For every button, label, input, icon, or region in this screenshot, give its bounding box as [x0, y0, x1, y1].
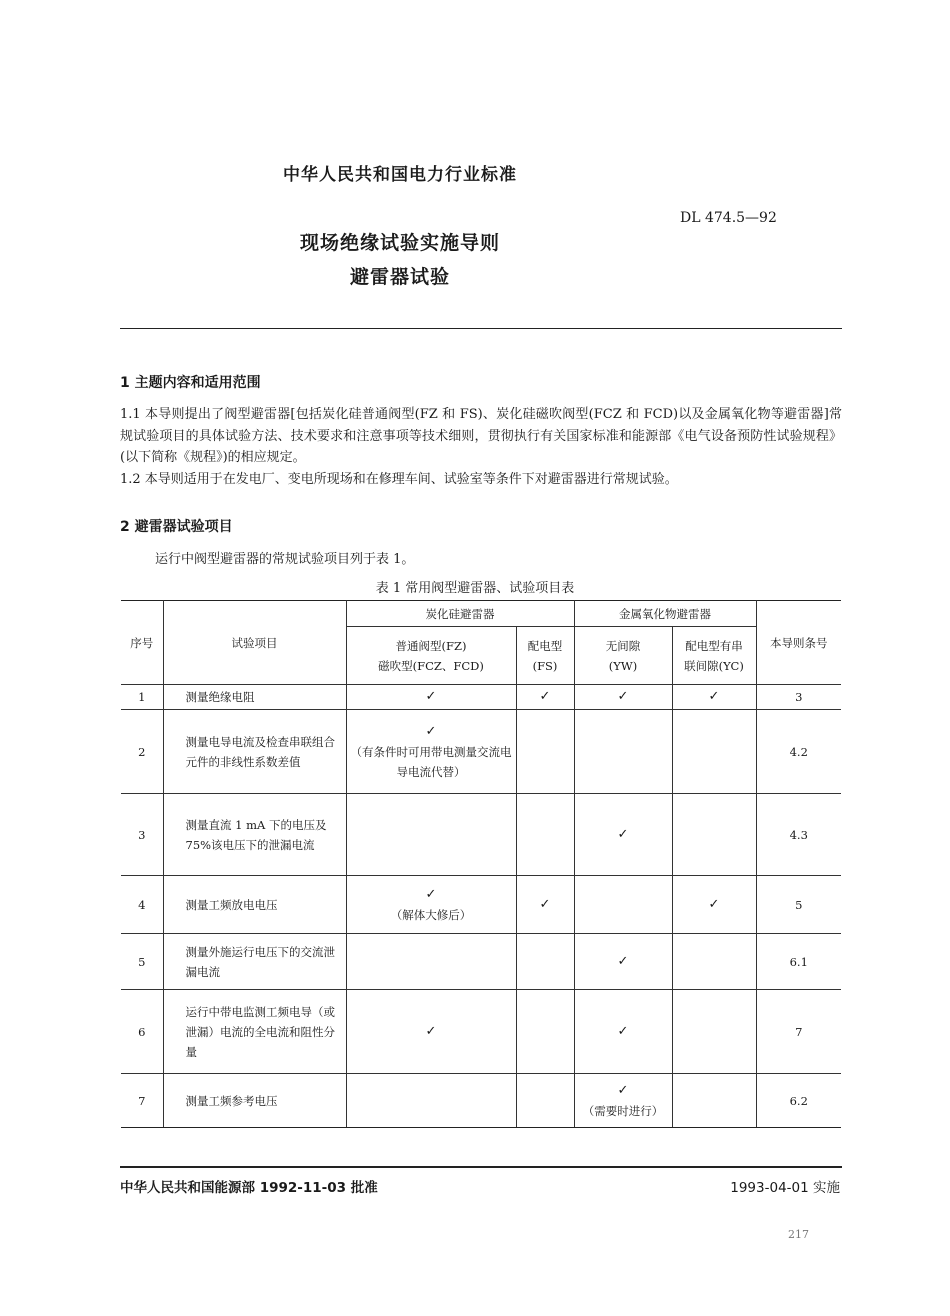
row-c1-note: （解体大修后） — [390, 907, 472, 922]
check-icon: ✓ — [672, 685, 756, 710]
paragraph-1-1: 1.1 本导则提出了阀型避雷器[包括炭化硅普通阀型(FZ 和 FS)、炭化硅磁吹阀型(FCZ 和 FCD)以及金属氧化物等避雷器]常规试验项目的具体试验方法、技术要求和注意事项等技术细则，贯彻执行有关国家标准和能源部《电气设备预防性试验规程》(以下简称《规程》)的相应规定。 — [120, 407, 842, 465]
paragraph-1-2: 1.2 本导则适用于在发电厂、变电所现场和在修理车间、试验室等条件下对避雷器进行常规试验。 — [120, 471, 678, 487]
row-c3 — [574, 876, 672, 934]
row-item: 测量直流 1 mA 下的电压及 75%该电压下的泄漏电流 — [163, 794, 346, 876]
row-c3 — [574, 710, 672, 794]
row-clause: 4.2 — [756, 710, 841, 794]
header-sic-dist-line2: (FS) — [532, 658, 558, 673]
check-icon — [672, 794, 756, 876]
row-c3-note: （需要时进行） — [582, 1103, 664, 1118]
row-item: 测量外施运行电压下的交流泄漏电流 — [163, 934, 346, 990]
row-c1 — [346, 794, 516, 876]
header-moa-gapless — [574, 627, 672, 685]
header-group-sic: 炭化硅避雷器 — [346, 601, 574, 627]
effective-date: 1993-04-01 实施 — [730, 1180, 840, 1196]
row-clause: 5 — [756, 876, 841, 934]
row-clause: 6.1 — [756, 934, 841, 990]
row-c3 — [574, 990, 672, 1074]
section-1-body — [120, 404, 842, 490]
header-group-moa: 金属氧化物避雷器 — [574, 601, 756, 627]
row-c1 — [346, 685, 516, 710]
header-rule — [120, 328, 842, 329]
standard-code: DL 474.5—92 — [680, 210, 777, 226]
row-no: 1 — [121, 685, 163, 710]
header-moa-gapless-line1: 无间隙 — [605, 638, 641, 653]
standard-title: 中华人民共和国电力行业标准 — [283, 165, 517, 185]
check-icon — [516, 794, 574, 876]
check-icon — [516, 990, 574, 1074]
row-item: 测量绝缘电阻 — [163, 685, 346, 710]
row-c1 — [346, 710, 516, 794]
header-moa-dist-line1: 配电型有串 — [685, 638, 743, 653]
header-item: 试验项目 — [163, 601, 346, 685]
check-icon — [516, 1074, 574, 1128]
row-no: 7 — [121, 1074, 163, 1128]
footer-rule — [120, 1166, 842, 1168]
row-no: 2 — [121, 710, 163, 794]
check-icon: ✓ — [617, 689, 629, 704]
row-c1 — [346, 1074, 516, 1128]
page-number: 217 — [788, 1228, 809, 1241]
header-moa-distribution — [672, 627, 756, 685]
row-c1 — [346, 990, 516, 1074]
header-clause: 本导则条号 — [756, 601, 841, 685]
header-moa-gapless-line2: (YW) — [608, 658, 638, 673]
row-c3 — [574, 794, 672, 876]
header-moa-dist-line2: 联间隙(YC) — [684, 658, 744, 673]
check-icon: ✓ — [425, 689, 437, 704]
check-icon — [672, 710, 756, 794]
section-2-heading: 2 避雷器试验项目 — [120, 519, 233, 535]
row-c1-note: （有条件时可用带电测量交流电导电流代替） — [350, 744, 512, 779]
header-no: 序号 — [121, 601, 163, 685]
row-item: 测量工频参考电压 — [163, 1074, 346, 1128]
check-icon — [672, 934, 756, 990]
check-icon: ✓ — [516, 876, 574, 934]
row-c3 — [574, 934, 672, 990]
row-clause: 6.2 — [756, 1074, 841, 1128]
row-no: 5 — [121, 934, 163, 990]
main-title-line2: 避雷器试验 — [349, 266, 450, 288]
table-row — [121, 685, 841, 710]
check-icon: ✓ — [425, 723, 437, 739]
table-caption: 表 1 常用阀型避雷器、试验项目表 — [375, 581, 575, 596]
row-clause: 3 — [756, 685, 841, 710]
approval-text: 中华人民共和国能源部 1992-11-03 批准 — [120, 1180, 378, 1196]
row-c1 — [346, 934, 516, 990]
check-icon: ✓ — [425, 886, 437, 902]
table-row — [121, 1074, 841, 1128]
check-icon: ✓ — [516, 685, 574, 710]
table-row — [121, 710, 841, 794]
check-icon: ✓ — [617, 1082, 629, 1098]
check-icon: ✓ — [617, 953, 629, 969]
row-c1 — [346, 876, 516, 934]
section-1-heading: 1 主题内容和适用范围 — [120, 375, 261, 391]
header-sic-normal-line2: 磁吹型(FCZ、FCD) — [378, 658, 484, 673]
header-sic-normal — [346, 627, 516, 685]
header-sic-dist-line1: 配电型 — [527, 638, 563, 653]
check-icon: ✓ — [672, 876, 756, 934]
main-title-line1: 现场绝缘试验实施导则 — [299, 232, 500, 254]
row-c3 — [574, 1074, 672, 1128]
header-sic-normal-line1: 普通阀型(FZ) — [395, 638, 467, 653]
table-row — [121, 934, 841, 990]
table-row — [121, 876, 841, 934]
row-item: 测量工频放电电压 — [163, 876, 346, 934]
row-no: 3 — [121, 794, 163, 876]
check-icon — [672, 1074, 756, 1128]
section-2-body — [155, 549, 842, 571]
check-icon — [516, 710, 574, 794]
check-icon — [516, 934, 574, 990]
test-items-table — [121, 600, 841, 1128]
table-row — [121, 794, 841, 876]
row-item: 运行中带电监测工频电导（或泄漏）电流的全电流和阻性分量 — [163, 990, 346, 1074]
check-icon — [672, 990, 756, 1074]
header-sic-distribution — [516, 627, 574, 685]
row-clause: 7 — [756, 990, 841, 1074]
paragraph-2-intro: 运行中阀型避雷器的常规试验项目列于表 1。 — [155, 552, 415, 567]
row-c3 — [574, 685, 672, 710]
row-clause: 4.3 — [756, 794, 841, 876]
table-row — [121, 990, 841, 1074]
row-item: 测量电导电流及检查串联组合元件的非线性系数差值 — [163, 710, 346, 794]
check-icon: ✓ — [617, 826, 629, 842]
check-icon: ✓ — [617, 1023, 629, 1039]
row-no: 6 — [121, 990, 163, 1074]
row-no: 4 — [121, 876, 163, 934]
check-icon: ✓ — [425, 1023, 437, 1039]
